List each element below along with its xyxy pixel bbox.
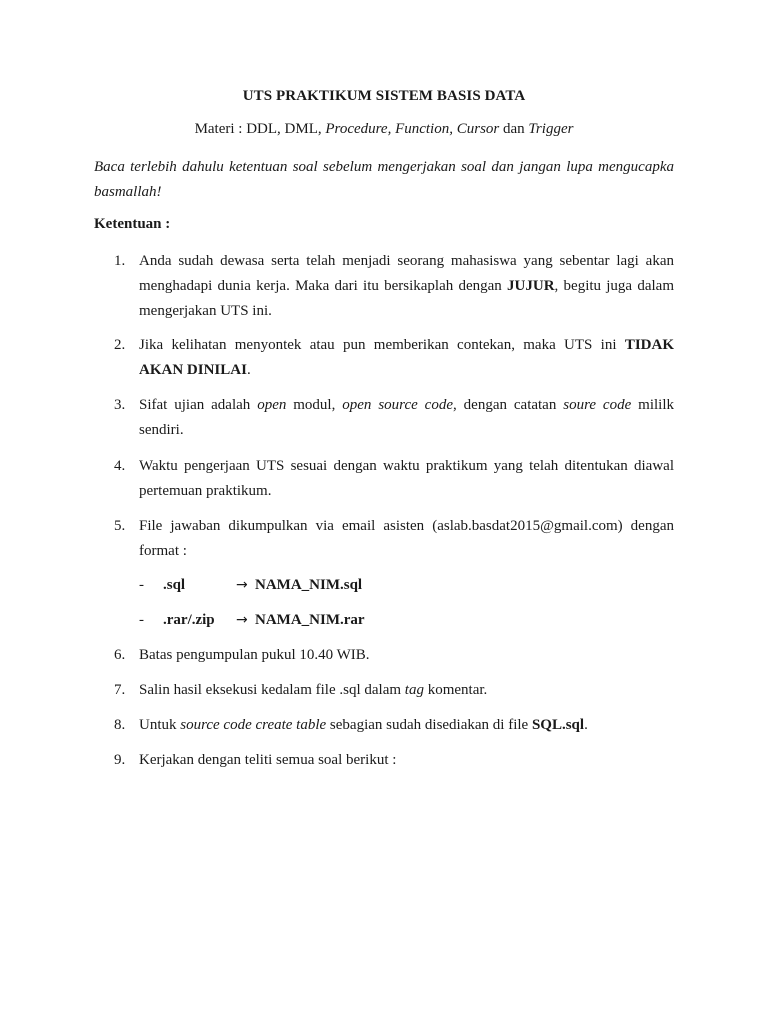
item-3-italic-1: open: [257, 397, 287, 413]
subtitle-prefix: Materi : DDL, DML,: [194, 121, 326, 137]
list-item-number: 5.: [114, 518, 126, 534]
item-8-text-a: Untuk: [139, 717, 181, 733]
list-item-number: 4.: [114, 458, 126, 474]
format-filename: NAMA_NIM.sql: [255, 577, 363, 593]
format-filename: NAMA_NIM.rar: [255, 612, 365, 628]
list-item-7: [94, 678, 674, 703]
list-item-text: [139, 333, 674, 383]
arrow-right-icon: →: [236, 577, 248, 593]
item-3-italic-3: soure code: [563, 397, 632, 413]
document-title: UTS PRAKTIKUM SISTEM BASIS DATA: [242, 88, 526, 104]
list-item-number: 9.: [114, 752, 126, 768]
list-item-text: [139, 249, 674, 324]
list-item-text: Waktu pengerjaan UTS sesuai dengan waktu praktikum yang telah ditentukan diawal pertemuan praktikum.: [139, 458, 674, 499]
list-item-text: Kerjakan dengan teliti semua soal berikut :: [139, 752, 397, 768]
subtitle-topics: Procedure, Function, Cursor: [325, 121, 500, 137]
list-item-5: [94, 514, 674, 564]
subtitle-last-topic: Trigger: [528, 121, 574, 137]
list-item-6: [94, 643, 674, 668]
item-3-text-a: Sifat ujian adalah: [139, 397, 258, 413]
item-3-italic-2: open source code: [342, 397, 453, 413]
section-heading: Ketentuan :: [94, 216, 171, 232]
format-extension: .rar/.zip: [163, 612, 215, 628]
format-dash: -: [139, 612, 144, 628]
list-item-1: [94, 249, 674, 324]
subtitle-and: dan: [499, 121, 529, 137]
item-8-text-c: .: [584, 717, 588, 733]
list-item-2: [94, 333, 674, 383]
item-8-bold: SQL.sql: [531, 717, 585, 733]
item-8-italic: source code create table: [180, 717, 327, 733]
list-item-number: 8.: [114, 717, 126, 733]
list-item-number: 6.: [114, 647, 126, 663]
list-item-number: 7.: [114, 682, 126, 698]
item-3-text-d: mililk sendiri.: [139, 397, 674, 438]
list-item-number: 3.: [114, 397, 126, 413]
list-item-number: 2.: [114, 337, 126, 353]
list-item-number: 1.: [114, 253, 126, 269]
item-2-text-a: Jika kelihatan menyontek atau pun memberikan contekan, maka UTS ini: [139, 337, 625, 353]
list-item-text: [139, 678, 674, 703]
list-item-8: [94, 713, 674, 738]
list-item-text: [139, 713, 674, 738]
document-subtitle: [0, 121, 768, 138]
item-7-text-b: komentar.: [423, 682, 488, 698]
item-1-bold: JUJUR: [507, 278, 555, 294]
item-1-text-a: Anda sudah dewasa serta telah menjadi seorang mahasiswa yang sebentar lagi akan menghadapi dunia kerja. Maka dari itu bersikaplah dengan: [139, 253, 674, 294]
item-2-bold: TIDAK AKAN DINILAI: [139, 337, 674, 378]
item-2-text-c: .: [246, 362, 251, 378]
item-3-text-c: , dengan catatan: [453, 397, 564, 413]
intro-paragraph: Baca terlebih dahulu ketentuan soal sebelum mengerjakan soal dan jangan lupa mengucapka basmallah!: [94, 159, 674, 200]
item-7-text-a: Salin hasil eksekusi kedalam file .sql dalam: [139, 682, 405, 698]
list-item-text: File jawaban dikumpulkan via email asisten (aslab.basdat2015@gmail.com) dengan format :: [139, 518, 674, 559]
list-item-text: Batas pengumpulan pukul 10.40 WIB.: [139, 647, 370, 663]
item-7-italic: tag: [404, 682, 424, 698]
list-item-text: [139, 393, 674, 443]
list-item-3: [94, 393, 674, 443]
format-extension: .sql: [163, 577, 186, 593]
format-dash: -: [139, 577, 144, 593]
item-8-text-b: sebagian sudah disediakan di file: [326, 717, 532, 733]
arrow-right-icon: →: [236, 612, 248, 628]
item-3-text-b: modul,: [286, 397, 343, 413]
item-1-text-c: , begitu juga dalam mengerjakan UTS ini.: [139, 278, 674, 319]
list-item-9: [94, 748, 674, 773]
list-item-4: [94, 454, 674, 504]
